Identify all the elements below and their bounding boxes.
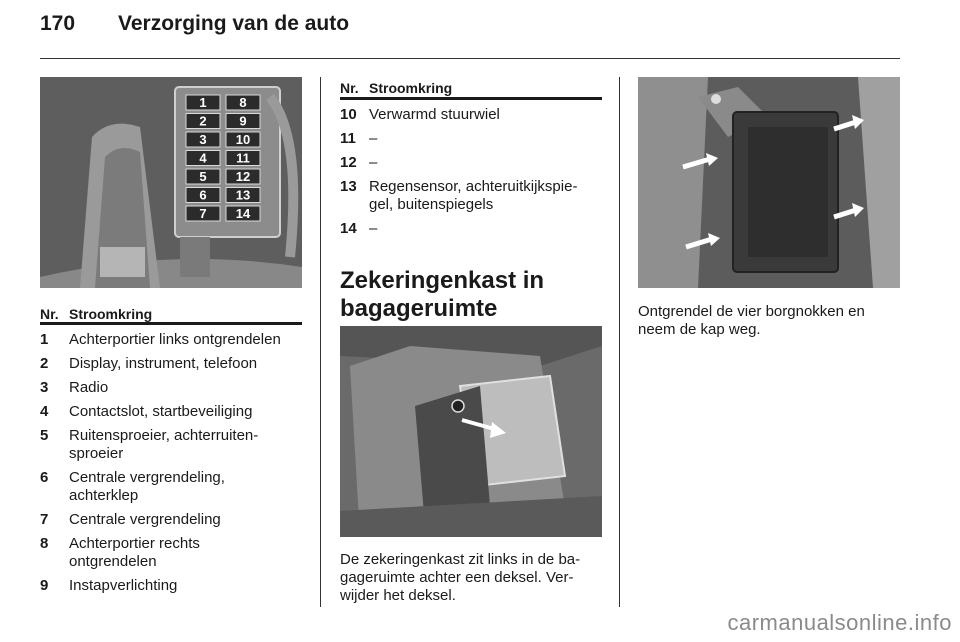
row-number: 10 <box>340 106 357 123</box>
watermark: carmanualsonline.info <box>727 610 952 635</box>
page-number: 170 <box>40 12 76 35</box>
svg-text:13: 13 <box>235 187 251 203</box>
row-text: Ruitensproeier, achterruiten- sproeier <box>69 427 259 462</box>
fuse-label-9 <box>226 114 260 129</box>
table1-col-nr: Nr. <box>40 306 59 322</box>
row-text: Regensensor, achteruitkijkspie- gel, buitenspiegels <box>369 178 578 213</box>
row-text: Achterportier links ontgrendelen <box>69 331 281 348</box>
column-divider-1 <box>320 77 321 607</box>
table-row <box>340 106 602 124</box>
row-number: 14 <box>340 220 357 237</box>
table1-body <box>40 331 302 601</box>
row-text: – <box>369 220 378 237</box>
table-row <box>40 535 302 571</box>
row-text: – <box>369 130 378 147</box>
svg-text:3: 3 <box>199 132 207 147</box>
table2-rule <box>340 97 602 100</box>
table-row <box>40 511 302 529</box>
row-text: Instapverlichting <box>69 577 178 594</box>
fuse-label-10 <box>226 132 260 147</box>
fuse-label-14 <box>226 206 260 221</box>
table1-col-circuit: Stroomkring <box>69 306 153 322</box>
svg-text:11: 11 <box>236 150 250 166</box>
row-number: 8 <box>40 535 49 552</box>
table-row <box>40 403 302 421</box>
fuse-label-11 <box>226 151 260 166</box>
table-row <box>340 130 602 148</box>
row-number: 11 <box>340 130 356 147</box>
svg-text:5: 5 <box>199 169 207 184</box>
cover-caption: Ontgrendel de vier borgnokken en neem de kap weg. <box>638 303 865 338</box>
cover-figure <box>638 77 900 288</box>
fuse-box-figure <box>40 77 302 288</box>
page-title: Verzorging van de auto <box>118 12 350 35</box>
fuse-label-2 <box>186 114 220 129</box>
row-text: Verwarmd stuurwiel <box>369 106 500 123</box>
fuse-label-1 <box>186 95 220 110</box>
table2-body <box>340 106 602 244</box>
svg-text:2: 2 <box>199 113 207 129</box>
trunk-caption: De zekeringenkast zit links in de ba- gageruimte achter een deksel. Ver- wijder het deksel. <box>340 551 581 604</box>
svg-text:12: 12 <box>235 169 251 184</box>
fuse-label-3 <box>186 132 220 147</box>
svg-text:4: 4 <box>199 150 207 166</box>
row-text: Achterportier rechts ontgrendelen <box>69 535 200 570</box>
row-number: 4 <box>40 403 49 420</box>
svg-text:8: 8 <box>239 95 247 110</box>
row-text: Centrale vergrendeling, achterklep <box>69 469 225 504</box>
table-row <box>40 577 302 595</box>
column-divider-2 <box>619 77 620 607</box>
row-text: Radio <box>69 379 109 396</box>
page-header <box>40 12 349 36</box>
table-row <box>40 355 302 373</box>
fuse-label-7 <box>186 206 220 221</box>
table1-header <box>40 306 152 322</box>
table-row <box>340 220 602 238</box>
row-number: 6 <box>40 469 49 486</box>
row-number: 2 <box>40 355 49 372</box>
table2-col-nr: Nr. <box>340 80 359 96</box>
table2-header <box>340 80 452 96</box>
svg-text:9: 9 <box>239 113 247 129</box>
svg-text:6: 6 <box>199 187 207 203</box>
svg-text:14: 14 <box>235 206 251 221</box>
row-number: 5 <box>40 427 49 444</box>
fuse-label-6 <box>186 188 220 203</box>
fuse-label-5 <box>186 169 220 184</box>
fuse-label-13 <box>226 188 260 203</box>
row-number: 13 <box>340 178 357 195</box>
row-text: Centrale vergrendeling <box>69 511 221 528</box>
section-title: Zekeringenkast in bagageruimte <box>340 267 545 322</box>
fuse-label-8 <box>226 95 260 110</box>
table-row <box>40 379 302 397</box>
row-number: 1 <box>40 331 49 348</box>
table2-col-circuit: Stroomkring <box>369 80 453 96</box>
table-row <box>40 331 302 349</box>
svg-text:1: 1 <box>199 95 207 110</box>
fuse-label-4 <box>186 151 220 166</box>
row-number: 12 <box>340 154 357 171</box>
row-text: Display, instrument, telefoon <box>69 355 258 372</box>
trunk-figure <box>340 326 602 537</box>
table-row <box>340 154 602 172</box>
header-divider <box>40 58 900 59</box>
row-number: 7 <box>40 511 49 528</box>
row-text: Contactslot, startbeveiliging <box>69 403 253 420</box>
svg-text:10: 10 <box>235 132 251 147</box>
row-text: – <box>369 154 378 171</box>
table-row <box>40 469 302 505</box>
row-number: 9 <box>40 577 49 594</box>
fuse-label-12 <box>226 169 260 184</box>
row-number: 3 <box>40 379 49 396</box>
table1-rule <box>40 322 302 325</box>
svg-text:7: 7 <box>199 206 207 221</box>
table-row <box>340 178 602 214</box>
table-row <box>40 427 302 463</box>
